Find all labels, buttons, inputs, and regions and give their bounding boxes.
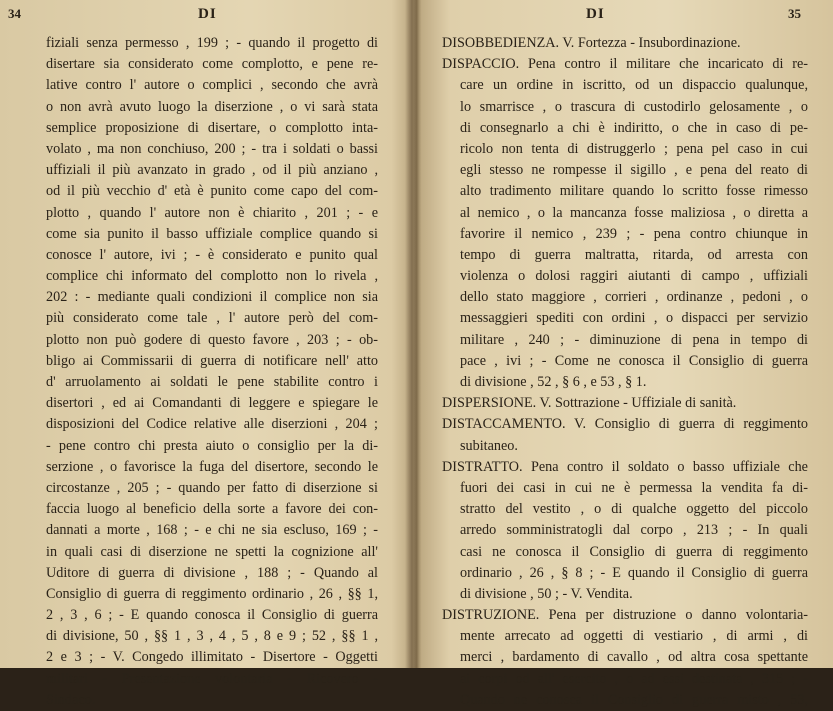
left-text-line: dannati a morte , 168 ; - e chi ne sia escluso, 169 ; -	[46, 522, 378, 539]
right-text-line: favorire il nemico , 239 ; - pena contro chiunque in	[460, 225, 808, 242]
right-text-line: ordinario , 26 , § 8 ; - E quando il Consiglio di guerra	[460, 564, 808, 581]
right-text-line: ai corpi od all' esercito , o ad essi destinata , 315 ; -	[460, 670, 808, 687]
left-text-line: uffiziali il più avanzato in grado , od il più anziano ,	[46, 162, 378, 179]
left-text-line: come sia punito il basso uffiziale complice quando si	[46, 225, 378, 242]
left-text-line: Sindaco.	[46, 691, 96, 708]
left-text-line: serzione , o favorisce la fuga del disertore, secondo le	[46, 458, 378, 475]
left-text-line: militari - Presentazione volontaria - Ricovero -	[46, 670, 378, 687]
right-text-line: di divisione , 52 , § 6 , e 53 , § 1.	[460, 374, 647, 390]
right-text-line: egli stesso ne rompesse il sigillo , e pena del reato di	[460, 162, 808, 179]
right-text-line: subitaneo.	[460, 437, 518, 454]
right-text-line: ricolo non tenta di distruggerlo ; pena pel caso in cui	[460, 140, 808, 157]
left-text-line: Uditore di guerra di divisione , 188 ; - Quando al	[46, 564, 378, 581]
left-text-line: conosce l' autore, ivi ; - è considerato e punito qual	[46, 246, 378, 263]
left-text-line: plotto , quando l' autore non è chiarito , 201 ; - e	[46, 204, 378, 221]
right-text-line: arredo somministratogli dal corpo , 213 ; - In quali	[460, 522, 808, 539]
left-text-line: complice chi informato del complotto non lo rivela ,	[46, 268, 378, 285]
right-text-line: DISTRATTO. Pena contro il soldato o basso uffiziale che	[442, 458, 808, 475]
left-text-line: in quali casi di diserzione ne spetti la cognizione all'	[46, 543, 378, 560]
right-text-line: tempo di guerra maltratta, ritarda, od arresta con	[460, 246, 808, 263]
left-text-line: di divisione, 50 , §§ 1 , 3 , 4 , 5 , 8 e 9 ; 52 , §§ 1 ,	[46, 628, 378, 645]
right-text-line: lo smarrisce , o trascura di custodirlo gelosamente , o	[460, 98, 808, 115]
book-gutter	[405, 0, 419, 668]
left-running-header: DI	[198, 6, 217, 22]
left-text-line: circostanze , 205 ; - quando per fatto di diserzione si	[46, 479, 378, 496]
right-text-line: di divisione , 50 ; - V. Vendita.	[460, 585, 633, 602]
left-page	[0, 0, 410, 708]
right-text-line: merci , bardamento di cavallo , od altra cosa spettante	[460, 649, 808, 666]
left-text-line: disertare sia considerato come complotto, e pene re-	[46, 56, 378, 73]
right-text-line: DISTACCAMENTO. V. Consiglio di guerra di reggimento	[442, 416, 808, 433]
left-text-block	[46, 33, 378, 711]
right-text-line: stratto del vestito , o di qualche oggetto del piccolo	[460, 501, 808, 518]
right-page-number: 35	[788, 6, 801, 21]
right-text-line: mente arrecato ad oggetti di vestiario , di armi , di	[460, 628, 808, 645]
right-text-line: messaggieri spediti con ordini , o dispacci per servizio	[460, 310, 808, 327]
left-text-line: 2 , 3 , 6 ; - E quando conosca il Consiglio di guerra	[46, 607, 378, 624]
right-text-line: DISOBBEDIENZA. V. Fortezza - Insubordinazione.	[442, 35, 741, 51]
left-page-number: 34	[8, 6, 21, 21]
right-text-line: casi ne conosca il Consiglio di guerra di reggimento	[460, 543, 808, 560]
left-text-line: bligo ai Commissarii di guerra di notificare nell' atto	[46, 352, 378, 369]
left-text-line: od il più vecchio d' età è punito come capo del com-	[46, 183, 378, 200]
left-text-line: più considerato come tale , l' autore però del com-	[46, 310, 378, 327]
left-text-line: o non avrà avuto luogo la diserzione , o vi sarà stata	[46, 98, 378, 115]
left-text-line: disposizioni del Codice relative alle diserzioni , 204 ;	[46, 416, 378, 433]
left-text-line: d' arruolamento ai soldati le pene stabilite contro i	[46, 374, 378, 390]
left-text-line: plotto non può godere di questo favore , 203 ; - ob-	[46, 331, 378, 348]
left-text-line: lative contro l' autore o complici , secondo che avrà	[46, 77, 378, 94]
right-text-line: DISPERSIONE. V. Sottrazione - Uffiziale di sanità.	[442, 395, 737, 412]
right-running-header: DI	[586, 6, 605, 22]
left-text-line: - pene contro chi presta aiuto o consiglio per la di-	[46, 437, 378, 454]
left-text-line: semplice proposizione di disertare, o complotto inta-	[46, 119, 378, 136]
left-text-line: faccia luogo al beneficio della sorte a favore dei con-	[46, 501, 378, 518]
right-text-line: DISTRUZIONE. Pena per distruzione o danno volontaria-	[442, 607, 808, 624]
left-text-line: 2 e 3 ; - V. Congedo illimitato - Disertore - Oggetti	[46, 649, 378, 666]
right-text-line: alto tradimento militare quando lo scritto fosse rimesso	[460, 183, 808, 200]
left-text-line: disertori , ed ai Comandanti di leggere e spiegare le	[46, 395, 378, 412]
left-text-line: 202 : - mediante quali condizioni il complice non sia	[46, 289, 378, 306]
right-text-line: Quando ne conosca il Consiglio di guerra misto , 53,	[460, 691, 808, 708]
right-text-line: di consegnarlo a chi è indiritto, o che in caso di pe-	[460, 119, 808, 136]
left-text-line: fiziali senza permesso , 199 ; - quando il progetto di	[46, 35, 378, 51]
right-text-line: DISPACCIO. Pena contro il militare che incaricato di re-	[442, 56, 808, 73]
left-text-line: volato , ma non conchiuso, 200 ; - tra i soldati o bassi	[46, 140, 378, 157]
right-text-line: fuori dei casi in cui ne è permessa la vendita fa di-	[460, 479, 808, 496]
right-page	[416, 0, 833, 708]
right-text-line: care un ordine in iscritto, od un dispaccio qualunque,	[460, 77, 808, 94]
right-text-line: violenza o dolosi raggiri aiutanti di campo , uffiziali	[460, 268, 808, 285]
right-text-line: dello stato maggiore , corrieri , ordinanze , pedoni , o	[460, 289, 808, 306]
right-text-line: al nemico , o la mancanza fosse maliziosa , o diretta a	[460, 204, 808, 221]
left-text-line: Consiglio di guerra di reggimento ordinario , 26 , §§ 1,	[46, 585, 378, 602]
right-text-block	[442, 33, 808, 711]
right-text-line: militare , 240 ; - diminuzione di pena in tempo di	[460, 331, 808, 348]
right-text-line: pace , ivi ; - Come ne conosca il Consiglio di guerra	[460, 352, 808, 369]
